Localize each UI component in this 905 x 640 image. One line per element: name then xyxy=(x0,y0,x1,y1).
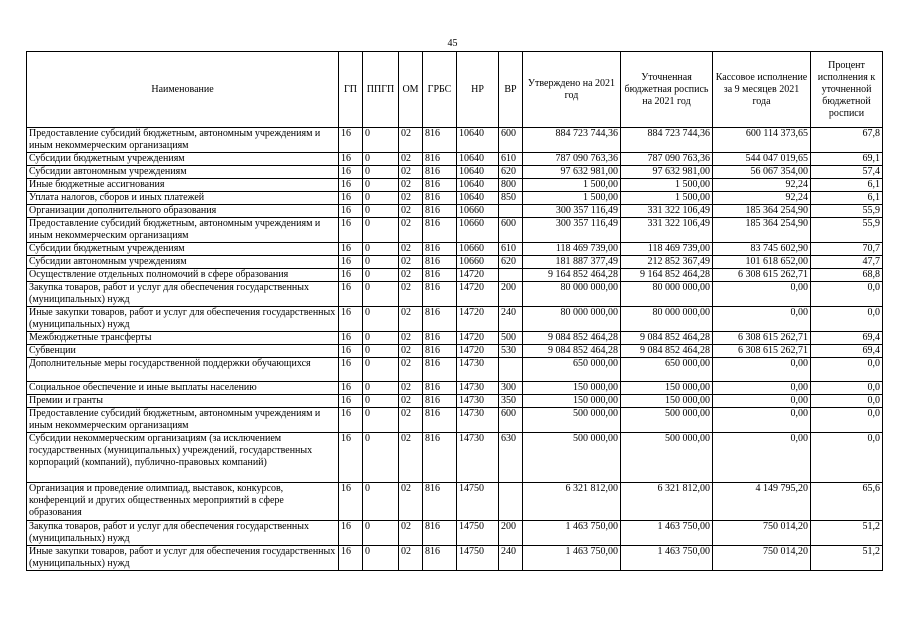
cell-ppgp: 0 xyxy=(363,192,399,205)
cell-percent: 6,1 xyxy=(811,179,883,192)
cell-grbs: 816 xyxy=(423,332,457,345)
header-approved: Утверждено на 2021 год xyxy=(523,52,621,128)
cell-ppgp: 0 xyxy=(363,218,399,243)
cell-nr: 14730 xyxy=(457,358,499,382)
cell-nr: 14750 xyxy=(457,483,499,521)
cell-refined: 884 723 744,36 xyxy=(621,128,713,153)
cell-nr: 14720 xyxy=(457,282,499,307)
header-ppgp: ППГП xyxy=(363,52,399,128)
cell-approved: 500 000,00 xyxy=(523,408,621,433)
cell-cash: 92,24 xyxy=(713,179,811,192)
cell-approved: 1 500,00 xyxy=(523,192,621,205)
cell-om: 02 xyxy=(399,179,423,192)
cell-cash: 0,00 xyxy=(713,408,811,433)
cell-percent: 47,7 xyxy=(811,256,883,269)
cell-gp: 16 xyxy=(339,408,363,433)
cell-name: Субсидии бюджетным учреждениям xyxy=(27,243,339,256)
cell-cash: 185 364 254,90 xyxy=(713,218,811,243)
cell-cash: 101 618 652,00 xyxy=(713,256,811,269)
cell-refined: 331 322 106,49 xyxy=(621,218,713,243)
cell-vr: 530 xyxy=(499,345,523,358)
cell-vr xyxy=(499,269,523,282)
cell-approved: 80 000 000,00 xyxy=(523,282,621,307)
table-row xyxy=(27,128,883,153)
cell-om: 02 xyxy=(399,243,423,256)
cell-grbs: 816 xyxy=(423,128,457,153)
cell-name: Социальное обеспечение и иные выплаты населению xyxy=(27,382,339,395)
cell-cash: 6 308 615 262,71 xyxy=(713,269,811,282)
cell-refined: 150 000,00 xyxy=(621,395,713,408)
cell-ppgp: 0 xyxy=(363,282,399,307)
cell-nr: 10640 xyxy=(457,179,499,192)
cell-nr: 10660 xyxy=(457,243,499,256)
cell-ppgp: 0 xyxy=(363,179,399,192)
cell-gp: 16 xyxy=(339,395,363,408)
cell-percent: 0,0 xyxy=(811,395,883,408)
cell-grbs: 816 xyxy=(423,408,457,433)
cell-percent: 0,0 xyxy=(811,307,883,332)
cell-cash: 83 745 602,90 xyxy=(713,243,811,256)
cell-cash: 0,00 xyxy=(713,358,811,382)
cell-grbs: 816 xyxy=(423,382,457,395)
cell-percent: 69,4 xyxy=(811,345,883,358)
cell-ppgp: 0 xyxy=(363,382,399,395)
cell-name: Уплата налогов, сборов и иных платежей xyxy=(27,192,339,205)
cell-nr: 14720 xyxy=(457,307,499,332)
cell-grbs: 816 xyxy=(423,192,457,205)
cell-grbs: 816 xyxy=(423,166,457,179)
table-row xyxy=(27,345,883,358)
cell-ppgp: 0 xyxy=(363,433,399,483)
cell-percent: 0,0 xyxy=(811,433,883,483)
cell-percent: 51,2 xyxy=(811,546,883,571)
cell-ppgp: 0 xyxy=(363,166,399,179)
cell-approved: 150 000,00 xyxy=(523,382,621,395)
table-row xyxy=(27,218,883,243)
cell-nr: 10660 xyxy=(457,205,499,218)
cell-om: 02 xyxy=(399,345,423,358)
cell-approved: 150 000,00 xyxy=(523,395,621,408)
cell-nr: 14720 xyxy=(457,345,499,358)
cell-percent: 0,0 xyxy=(811,382,883,395)
cell-nr: 14730 xyxy=(457,433,499,483)
cell-vr: 610 xyxy=(499,243,523,256)
cell-gp: 16 xyxy=(339,179,363,192)
cell-percent: 57,4 xyxy=(811,166,883,179)
cell-ppgp: 0 xyxy=(363,332,399,345)
header-name: Наименование xyxy=(27,52,339,128)
cell-grbs: 816 xyxy=(423,269,457,282)
cell-percent: 0,0 xyxy=(811,408,883,433)
cell-vr: 620 xyxy=(499,256,523,269)
cell-ppgp: 0 xyxy=(363,205,399,218)
cell-name: Предоставление субсидий бюджетным, автономным учреждениям и иным некоммерческим организациям xyxy=(27,408,339,433)
cell-ppgp: 0 xyxy=(363,358,399,382)
cell-name: Субсидии бюджетным учреждениям xyxy=(27,153,339,166)
table-row xyxy=(27,395,883,408)
cell-nr: 14720 xyxy=(457,269,499,282)
cell-refined: 9 084 852 464,28 xyxy=(621,332,713,345)
cell-om: 02 xyxy=(399,521,423,546)
cell-percent: 55,9 xyxy=(811,218,883,243)
cell-cash: 0,00 xyxy=(713,382,811,395)
cell-gp: 16 xyxy=(339,256,363,269)
cell-name: Субвенции xyxy=(27,345,339,358)
cell-name: Иные бюджетные ассигнования xyxy=(27,179,339,192)
cell-cash: 56 067 354,00 xyxy=(713,166,811,179)
cell-om: 02 xyxy=(399,128,423,153)
cell-percent: 0,0 xyxy=(811,358,883,382)
cell-ppgp: 0 xyxy=(363,256,399,269)
table-row xyxy=(27,408,883,433)
cell-om: 02 xyxy=(399,205,423,218)
cell-approved: 97 632 981,00 xyxy=(523,166,621,179)
cell-approved: 118 469 739,00 xyxy=(523,243,621,256)
cell-percent: 69,1 xyxy=(811,153,883,166)
cell-approved: 9 084 852 464,28 xyxy=(523,345,621,358)
cell-refined: 97 632 981,00 xyxy=(621,166,713,179)
table-header-row xyxy=(27,52,883,128)
cell-om: 02 xyxy=(399,256,423,269)
header-cash: Кассовое исполнение за 9 месяцев 2021 года xyxy=(713,52,811,128)
cell-vr: 850 xyxy=(499,192,523,205)
budget-table xyxy=(26,51,883,571)
cell-grbs: 816 xyxy=(423,179,457,192)
cell-approved: 181 887 377,49 xyxy=(523,256,621,269)
cell-gp: 16 xyxy=(339,483,363,521)
cell-grbs: 816 xyxy=(423,433,457,483)
cell-cash: 6 308 615 262,71 xyxy=(713,332,811,345)
cell-name: Субсидии некоммерческим организациям (за исключением государственных (муниципальных) учреждений, государственных корпораций (компаний), публично-правовых компаний) xyxy=(27,433,339,483)
cell-om: 02 xyxy=(399,282,423,307)
cell-vr: 620 xyxy=(499,166,523,179)
cell-vr: 240 xyxy=(499,307,523,332)
cell-percent: 51,2 xyxy=(811,521,883,546)
cell-approved: 1 463 750,00 xyxy=(523,521,621,546)
cell-approved: 1 500,00 xyxy=(523,179,621,192)
cell-vr: 200 xyxy=(499,282,523,307)
cell-cash: 0,00 xyxy=(713,307,811,332)
cell-approved: 80 000 000,00 xyxy=(523,307,621,332)
cell-grbs: 816 xyxy=(423,153,457,166)
cell-om: 02 xyxy=(399,546,423,571)
cell-refined: 500 000,00 xyxy=(621,433,713,483)
cell-cash: 750 014,20 xyxy=(713,521,811,546)
cell-gp: 16 xyxy=(339,433,363,483)
cell-gp: 16 xyxy=(339,332,363,345)
cell-approved: 500 000,00 xyxy=(523,433,621,483)
cell-refined: 1 500,00 xyxy=(621,192,713,205)
table-row xyxy=(27,166,883,179)
cell-vr xyxy=(499,483,523,521)
cell-nr: 14730 xyxy=(457,382,499,395)
cell-nr: 10640 xyxy=(457,153,499,166)
cell-grbs: 816 xyxy=(423,307,457,332)
cell-nr: 14750 xyxy=(457,521,499,546)
table-row xyxy=(27,307,883,332)
table-row xyxy=(27,358,883,382)
cell-percent: 6,1 xyxy=(811,192,883,205)
cell-gp: 16 xyxy=(339,128,363,153)
header-percent: Процент исполнения к уточненной бюджетной росписи xyxy=(811,52,883,128)
cell-grbs: 816 xyxy=(423,282,457,307)
cell-ppgp: 0 xyxy=(363,483,399,521)
cell-gp: 16 xyxy=(339,521,363,546)
cell-nr: 10660 xyxy=(457,218,499,243)
cell-percent: 69,4 xyxy=(811,332,883,345)
table-row xyxy=(27,382,883,395)
cell-cash: 0,00 xyxy=(713,433,811,483)
cell-percent: 70,7 xyxy=(811,243,883,256)
cell-name: Премии и гранты xyxy=(27,395,339,408)
cell-ppgp: 0 xyxy=(363,243,399,256)
table-row xyxy=(27,282,883,307)
cell-cash: 544 047 019,65 xyxy=(713,153,811,166)
cell-nr: 14730 xyxy=(457,408,499,433)
cell-percent: 55,9 xyxy=(811,205,883,218)
cell-name: Иные закупки товаров, работ и услуг для обеспечения государственных (муниципальных) нужд xyxy=(27,307,339,332)
cell-gp: 16 xyxy=(339,345,363,358)
cell-name: Субсидии автономным учреждениям xyxy=(27,256,339,269)
cell-vr: 500 xyxy=(499,332,523,345)
cell-gp: 16 xyxy=(339,307,363,332)
cell-name: Закупка товаров, работ и услуг для обеспечения государственных (муниципальных) нужд xyxy=(27,282,339,307)
cell-nr: 14720 xyxy=(457,332,499,345)
cell-vr: 600 xyxy=(499,408,523,433)
cell-gp: 16 xyxy=(339,192,363,205)
cell-gp: 16 xyxy=(339,205,363,218)
cell-grbs: 816 xyxy=(423,218,457,243)
cell-gp: 16 xyxy=(339,546,363,571)
cell-om: 02 xyxy=(399,395,423,408)
cell-vr: 630 xyxy=(499,433,523,483)
cell-refined: 9 084 852 464,28 xyxy=(621,345,713,358)
cell-grbs: 816 xyxy=(423,395,457,408)
cell-nr: 14730 xyxy=(457,395,499,408)
cell-nr: 14750 xyxy=(457,546,499,571)
cell-refined: 80 000 000,00 xyxy=(621,307,713,332)
cell-ppgp: 0 xyxy=(363,153,399,166)
cell-vr xyxy=(499,205,523,218)
page-number: 45 xyxy=(447,38,458,49)
cell-cash: 6 308 615 262,71 xyxy=(713,345,811,358)
table-row xyxy=(27,243,883,256)
cell-ppgp: 0 xyxy=(363,269,399,282)
cell-gp: 16 xyxy=(339,218,363,243)
cell-ppgp: 0 xyxy=(363,307,399,332)
cell-approved: 9 084 852 464,28 xyxy=(523,332,621,345)
cell-name: Предоставление субсидий бюджетным, автономным учреждениям и иным некоммерческим организациям xyxy=(27,128,339,153)
cell-name: Осуществление отдельных полномочий в сфере образования xyxy=(27,269,339,282)
cell-refined: 787 090 763,36 xyxy=(621,153,713,166)
cell-name: Иные закупки товаров, работ и услуг для обеспечения государственных (муниципальных) нужд xyxy=(27,546,339,571)
table-row xyxy=(27,205,883,218)
cell-name: Дополнительные меры государственной поддержки обучающихся xyxy=(27,358,339,382)
cell-name: Межбюджетные трансферты xyxy=(27,332,339,345)
cell-cash: 600 114 373,65 xyxy=(713,128,811,153)
cell-om: 02 xyxy=(399,307,423,332)
cell-cash: 750 014,20 xyxy=(713,546,811,571)
cell-name: Закупка товаров, работ и услуг для обеспечения государственных (муниципальных) нужд xyxy=(27,521,339,546)
cell-nr: 10640 xyxy=(457,192,499,205)
cell-approved: 6 321 812,00 xyxy=(523,483,621,521)
cell-om: 02 xyxy=(399,382,423,395)
cell-name: Предоставление субсидий бюджетным, автономным учреждениям и иным некоммерческим организациям xyxy=(27,218,339,243)
table-row xyxy=(27,433,883,483)
cell-grbs: 816 xyxy=(423,521,457,546)
cell-om: 02 xyxy=(399,408,423,433)
cell-gp: 16 xyxy=(339,269,363,282)
cell-refined: 212 852 367,49 xyxy=(621,256,713,269)
cell-gp: 16 xyxy=(339,382,363,395)
cell-grbs: 816 xyxy=(423,483,457,521)
cell-grbs: 816 xyxy=(423,205,457,218)
cell-grbs: 816 xyxy=(423,256,457,269)
cell-vr: 240 xyxy=(499,546,523,571)
cell-vr: 350 xyxy=(499,395,523,408)
cell-ppgp: 0 xyxy=(363,128,399,153)
cell-approved: 9 164 852 464,28 xyxy=(523,269,621,282)
cell-ppgp: 0 xyxy=(363,408,399,433)
header-gp: ГП xyxy=(339,52,363,128)
cell-ppgp: 0 xyxy=(363,395,399,408)
cell-percent: 68,8 xyxy=(811,269,883,282)
cell-approved: 650 000,00 xyxy=(523,358,621,382)
cell-refined: 331 322 106,49 xyxy=(621,205,713,218)
cell-vr: 200 xyxy=(499,521,523,546)
cell-ppgp: 0 xyxy=(363,521,399,546)
cell-gp: 16 xyxy=(339,358,363,382)
cell-om: 02 xyxy=(399,192,423,205)
cell-approved: 300 357 116,49 xyxy=(523,205,621,218)
cell-nr: 10660 xyxy=(457,256,499,269)
cell-percent: 0,0 xyxy=(811,282,883,307)
header-vr: ВР xyxy=(499,52,523,128)
cell-cash: 185 364 254,90 xyxy=(713,205,811,218)
cell-gp: 16 xyxy=(339,243,363,256)
cell-name: Организация и проведение олимпиад, выставок, конкурсов, конференций и других общественных мероприятий в сфере образования xyxy=(27,483,339,521)
cell-ppgp: 0 xyxy=(363,345,399,358)
cell-vr: 800 xyxy=(499,179,523,192)
table-row xyxy=(27,256,883,269)
cell-vr: 600 xyxy=(499,128,523,153)
cell-name: Субсидии автономным учреждениям xyxy=(27,166,339,179)
cell-percent: 65,6 xyxy=(811,483,883,521)
cell-refined: 1 463 750,00 xyxy=(621,521,713,546)
table-row xyxy=(27,269,883,282)
header-nr: НР xyxy=(457,52,499,128)
cell-om: 02 xyxy=(399,332,423,345)
cell-grbs: 816 xyxy=(423,358,457,382)
table-row xyxy=(27,332,883,345)
header-om: ОМ xyxy=(399,52,423,128)
cell-ppgp: 0 xyxy=(363,546,399,571)
cell-nr: 10640 xyxy=(457,128,499,153)
table-row xyxy=(27,546,883,571)
cell-gp: 16 xyxy=(339,282,363,307)
cell-grbs: 816 xyxy=(423,243,457,256)
cell-nr: 10640 xyxy=(457,166,499,179)
header-grbs: ГРБС xyxy=(423,52,457,128)
cell-refined: 9 164 852 464,28 xyxy=(621,269,713,282)
cell-refined: 1 463 750,00 xyxy=(621,546,713,571)
table-row xyxy=(27,179,883,192)
cell-gp: 16 xyxy=(339,166,363,179)
cell-approved: 1 463 750,00 xyxy=(523,546,621,571)
cell-vr: 300 xyxy=(499,382,523,395)
cell-vr xyxy=(499,358,523,382)
cell-refined: 500 000,00 xyxy=(621,408,713,433)
cell-om: 02 xyxy=(399,269,423,282)
cell-refined: 650 000,00 xyxy=(621,358,713,382)
cell-percent: 67,8 xyxy=(811,128,883,153)
cell-cash: 0,00 xyxy=(713,395,811,408)
cell-refined: 6 321 812,00 xyxy=(621,483,713,521)
cell-om: 02 xyxy=(399,433,423,483)
cell-vr: 600 xyxy=(499,218,523,243)
table-row xyxy=(27,521,883,546)
cell-refined: 1 500,00 xyxy=(621,179,713,192)
cell-approved: 884 723 744,36 xyxy=(523,128,621,153)
cell-om: 02 xyxy=(399,153,423,166)
cell-cash: 92,24 xyxy=(713,192,811,205)
cell-refined: 80 000 000,00 xyxy=(621,282,713,307)
cell-om: 02 xyxy=(399,218,423,243)
cell-approved: 787 090 763,36 xyxy=(523,153,621,166)
cell-gp: 16 xyxy=(339,153,363,166)
cell-grbs: 816 xyxy=(423,546,457,571)
cell-refined: 118 469 739,00 xyxy=(621,243,713,256)
cell-om: 02 xyxy=(399,358,423,382)
cell-cash: 0,00 xyxy=(713,282,811,307)
cell-name: Организации дополнительного образования xyxy=(27,205,339,218)
cell-vr: 610 xyxy=(499,153,523,166)
table-body xyxy=(27,128,883,571)
cell-om: 02 xyxy=(399,483,423,521)
cell-refined: 150 000,00 xyxy=(621,382,713,395)
table-row xyxy=(27,483,883,521)
header-refined: Уточненная бюджетная роспись на 2021 год xyxy=(621,52,713,128)
cell-om: 02 xyxy=(399,166,423,179)
cell-cash: 4 149 795,20 xyxy=(713,483,811,521)
cell-approved: 300 357 116,49 xyxy=(523,218,621,243)
cell-grbs: 816 xyxy=(423,345,457,358)
table-row xyxy=(27,153,883,166)
table-row xyxy=(27,192,883,205)
